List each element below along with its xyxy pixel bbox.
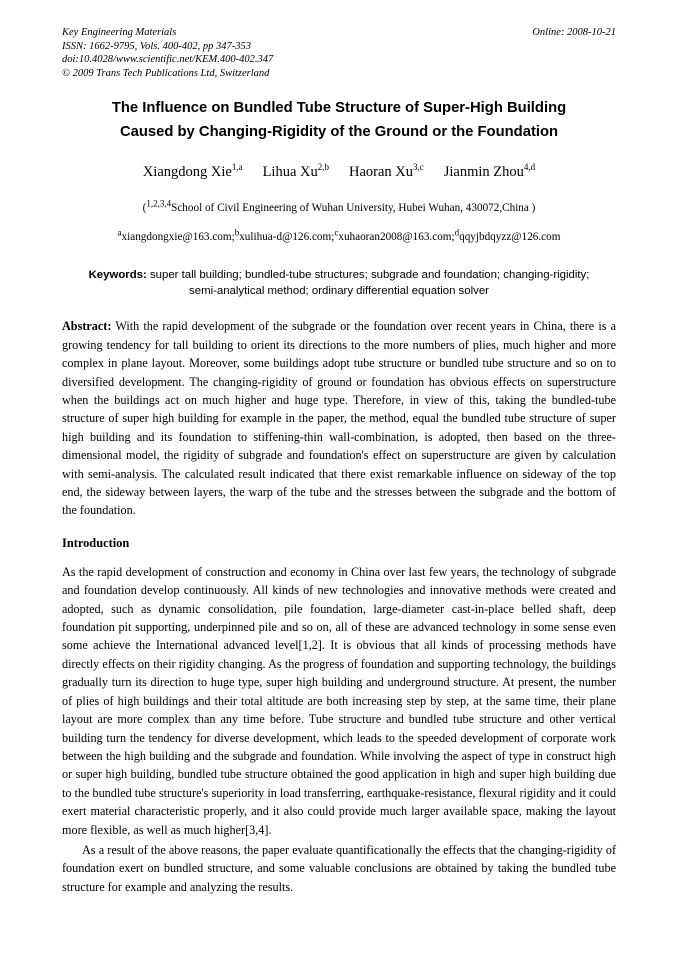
author-2 (263, 164, 329, 180)
page-title (62, 96, 616, 144)
author-1 (143, 164, 243, 180)
keywords-line-2: semi-analytical method; ordinary differential equation solver (189, 285, 489, 298)
author-4 (444, 164, 535, 180)
email-3-sup: c (334, 227, 339, 238)
author-3-name: Haoran Xu (348, 164, 414, 181)
affiliation-open-paren: ( (142, 202, 147, 215)
online-date: Online: 2008-10-21 (532, 27, 616, 38)
affiliation-sup: 1,2,3,4 (146, 198, 172, 209)
email-3: xuhaoran2008@163.com; (338, 231, 455, 244)
abstract-label: Abstract: (62, 319, 112, 334)
email-2-sup: b (234, 227, 240, 238)
keywords-block (62, 267, 616, 299)
author-list (62, 164, 616, 181)
title-line-1: The Influence on Bundled Tube Structure of Super-High Building (111, 100, 567, 117)
keywords-line-1: super tall building; bundled-tube structures; subgrade and foundation; changing-rigidity; (146, 269, 590, 282)
email-1-sup: a (117, 227, 122, 238)
introduction-paragraph-1: As the rapid development of construction and economy in China over last few years, the technology of subgrade and foundation develop continuously. All kinds of new technologies and innovative methods were created and adopted, such as dynamic consolidation, pile foundation, large-diameter cast-in-place belled shaft, deep foundation pit supporting, underpinned pile and so on, all of these are advanced technology in some sense even some achieve the International advanced level[1,2]. It is obvious that all kinds of processing methods have directly effects on their rigidity changing. As the progress of foundation and supporting technology, the buildings gradually turn its direction to huge type, super high building and underground structure. At present, the number of plies of high buildings and their total altitude are both increasing step by step, at the same time, their plane layout are more complex than any time before. Tube structure and bundled tube structure and other vertical building turn the tendency for diverse development, which leads to the speeded development of corporate work between the high building and the subgrade and foundation. While involving the aspect of type in construct high or super high building, bundled tube structure obtained the good application in high and super high building due to the bundled tube structure's superiority in load transferring, earthquake-resistance, flexural rigidity and it could exert material characteristic properly, and it also could provide much larger available space, making the layout more flexible, as well as much higher[3,4]. (62, 564, 616, 837)
abstract-block (62, 317, 616, 519)
abstract-text: With the rapid development of the subgrade or the foundation over recent years in China, there is a growing tendency for tall building to orient its directions to the more numbers of plies, much higher and more complex in plane layout. Moreover, some buildings adopt tube structure or bundled tube structure and so on to diversified development. The changing-rigidity of ground or foundation has obvious effects on superstructure when the buildings act on much higher and huge type. Therefore, in view of this, taking the bundled-tube structure of super high building for example in the paper, the method, equal the bundled tube structure of super high building and its foundation to stiffening-thin wall-combination, is adopted, then based on the three-dimensional model, the rigidity of subgrade and foundation's effect on superstructure are given by calculation with semi-analysis. The calculated result indicated that there exist remarkable influence on sideway of the top end, the sideway between layers, the warp of the tube and the stresses between the subgrade and the bottom of the foundation. (62, 319, 616, 518)
author-1-name: Xiangdong Xie (142, 164, 232, 181)
author-4-sup: 4,d (523, 162, 536, 173)
author-2-name: Lihua Xu (262, 164, 318, 181)
email-1: xiangdongxie@163.com; (121, 231, 235, 244)
copyright-line: © 2009 Trans Tech Publications Ltd, Switzerland (62, 67, 270, 79)
keywords-label: Keywords: (88, 269, 147, 282)
introduction-paragraph-2: As a result of the above reasons, the paper evaluate quantificationally the effects that the changing-rigidity of foundation exert on bundled structure, and some valuable conclusions are obtained by taking the bundled tube structure for example and analyzing the results. (62, 842, 616, 894)
author-3 (349, 164, 424, 180)
author-4-name: Jianmin Zhou (443, 164, 524, 181)
section-heading-introduction: Introduction (62, 535, 130, 550)
affiliation (62, 198, 616, 216)
affiliation-text: School of Civil Engineering of Wuhan University, Hubei Wuhan, 430072,China ) (171, 202, 536, 215)
author-1-sup: 1,a (231, 162, 243, 173)
author-emails (62, 227, 616, 245)
page-header (62, 26, 616, 80)
doi-line: doi:10.4028/www.scientific.net/KEM.400-402.347 (62, 54, 274, 66)
author-3-sup: 3,c (413, 162, 424, 173)
email-4-sup: d (454, 227, 460, 238)
author-2-sup: 2,b (317, 162, 329, 173)
issn-line: ISSN: 1662-9795, Vols. 400-402, pp 347-353 (62, 40, 251, 52)
title-line-2: Caused by Changing-Rigidity of the Ground or the Foundation (119, 124, 559, 141)
journal-name: Key Engineering Materials (62, 27, 177, 38)
email-4: qqyjbdqyzz@126.com (459, 231, 561, 244)
email-2: xulihua-d@126.com; (239, 231, 335, 244)
